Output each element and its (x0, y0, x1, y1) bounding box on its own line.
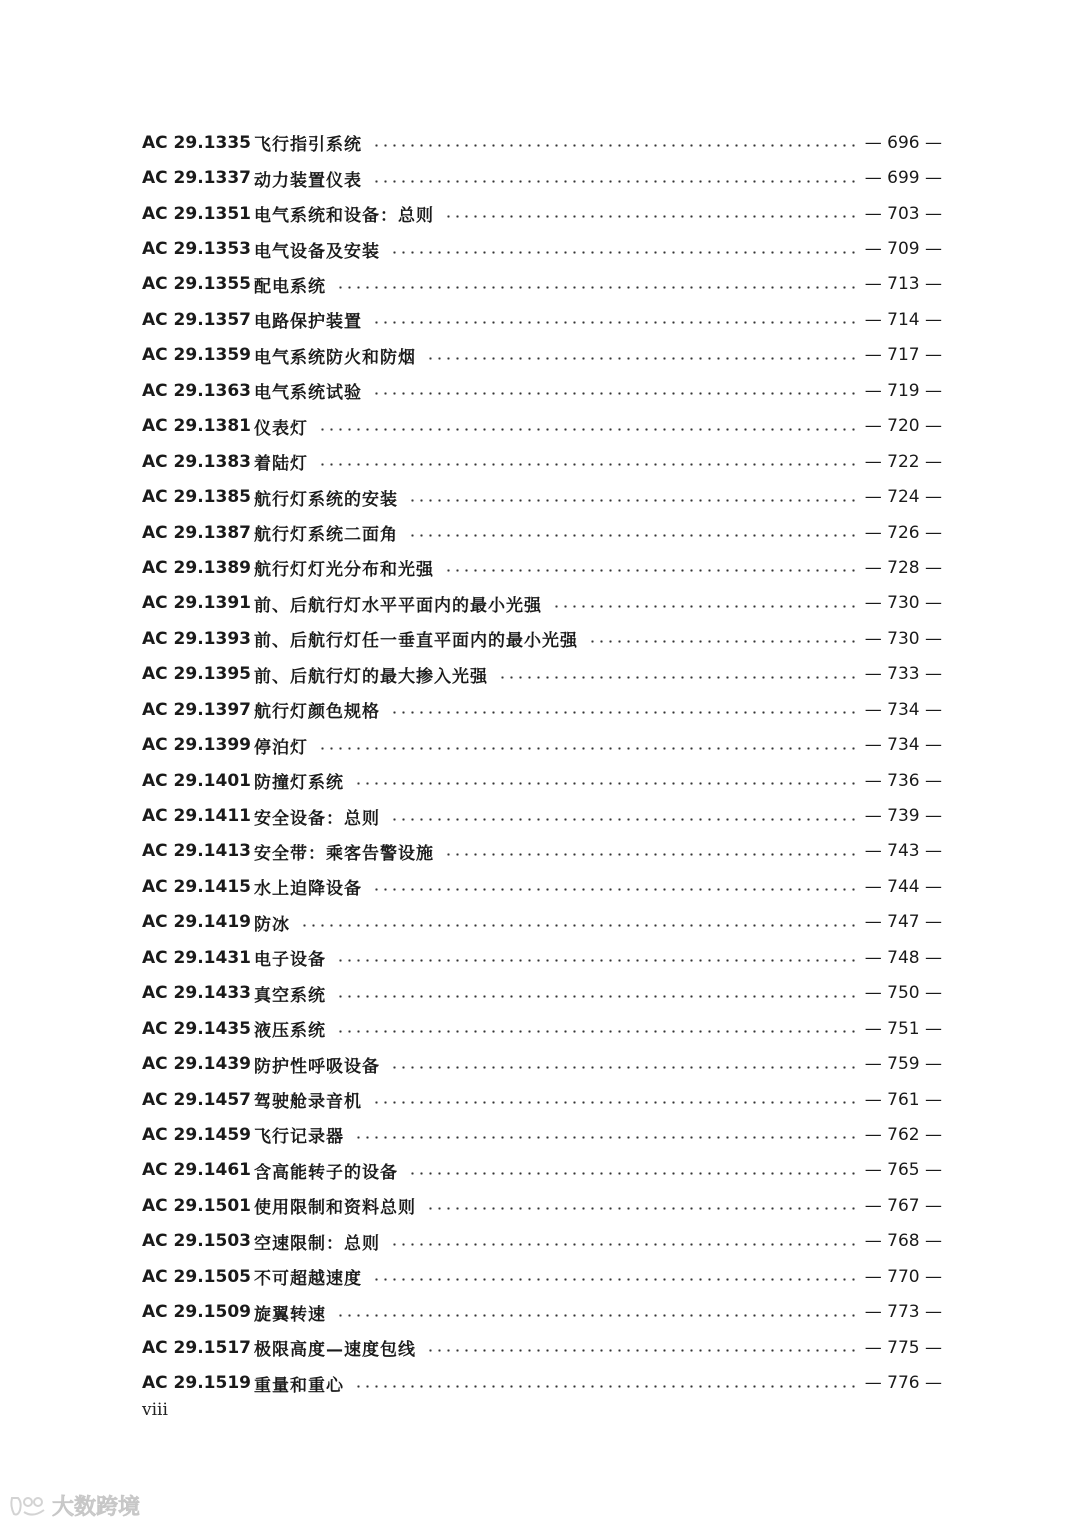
toc-entry[interactable] (142, 1294, 942, 1329)
toc-entry[interactable] (142, 834, 942, 869)
toc-entry[interactable] (142, 231, 942, 266)
toc-entry[interactable] (142, 727, 942, 762)
toc-dot-leader (444, 569, 858, 572)
toc-entry-code: AC 29.1397 (142, 699, 251, 720)
toc-dot-leader (372, 888, 858, 891)
toc-entry-code: AC 29.1431 (142, 947, 251, 968)
toc-entry[interactable] (142, 1330, 942, 1365)
toc-entry-code: AC 29.1503 (142, 1231, 251, 1252)
toc-entry-title: 不可超越速度 (254, 1269, 362, 1290)
toc-entry-page: — 730 — (864, 593, 942, 614)
toc-entry[interactable] (142, 444, 942, 479)
toc-dot-leader (354, 782, 858, 785)
toc-entry-page: — 734 — (864, 699, 942, 720)
toc-entry-page: — 759 — (864, 1054, 942, 1075)
toc-dot-leader (336, 1030, 858, 1033)
toc-entry-title: 电子设备 (254, 950, 326, 971)
toc-dot-leader (390, 251, 858, 254)
toc-entry-page: — 722 — (864, 451, 942, 472)
toc-entry[interactable] (142, 409, 942, 444)
toc-entry-title: 极限高度—速度包线 (254, 1340, 416, 1361)
toc-entry[interactable] (142, 1117, 942, 1152)
toc-entry-page: — 775 — (864, 1337, 942, 1358)
toc-entry-code: AC 29.1355 (142, 274, 251, 295)
toc-dot-leader (372, 1101, 858, 1104)
toc-dot-leader (390, 711, 858, 714)
toc-entry-code: AC 29.1391 (142, 593, 251, 614)
toc-entry-title: 飞行记录器 (254, 1127, 344, 1148)
toc-entry[interactable] (142, 1365, 942, 1400)
toc-entry-title: 液压系统 (254, 1021, 326, 1042)
toc-dot-leader (336, 286, 858, 289)
watermark (8, 1490, 140, 1521)
toc-entry-page: — 733 — (864, 664, 942, 685)
toc-entry[interactable] (142, 621, 942, 656)
toc-dot-leader (552, 605, 858, 608)
toc-dot-leader (318, 428, 858, 431)
toc-entry-code: AC 29.1413 (142, 841, 251, 862)
toc-dot-leader (354, 1385, 858, 1388)
toc-entry-title: 电气系统试验 (254, 383, 362, 404)
toc-entry-page: — 726 — (864, 522, 942, 543)
toc-entry-title: 电气设备及安装 (254, 241, 380, 262)
toc-entry-code: AC 29.1519 (142, 1373, 251, 1394)
toc-entry-page: — 734 — (864, 735, 942, 756)
toc-entry-page: — 768 — (864, 1231, 942, 1252)
toc-entry[interactable] (142, 763, 942, 798)
toc-dot-leader (426, 357, 858, 360)
toc-entry-code: AC 29.1501 (142, 1195, 251, 1216)
toc-dot-leader (444, 215, 858, 218)
toc-entry[interactable] (142, 267, 942, 302)
toc-dot-leader (318, 747, 858, 750)
toc-dot-leader (498, 676, 858, 679)
toc-dot-leader (318, 463, 858, 466)
toc-dot-leader (426, 1207, 858, 1210)
toc-entry-code: AC 29.1457 (142, 1089, 251, 1110)
toc-entry-title: 重量和重心 (254, 1375, 344, 1396)
toc-entry-code: AC 29.1399 (142, 735, 251, 756)
toc-entry-page: — 765 — (864, 1160, 942, 1181)
toc-entry-title: 飞行指引系统 (254, 135, 362, 156)
toc-entry[interactable] (142, 1224, 942, 1259)
toc-entry-code: AC 29.1383 (142, 451, 251, 472)
toc-entry[interactable] (142, 976, 942, 1011)
toc-entry[interactable] (142, 586, 942, 621)
toc-entry-code: AC 29.1395 (142, 664, 251, 685)
toc-dot-leader (372, 180, 858, 183)
page-number: viii (142, 1400, 168, 1420)
toc-entry[interactable] (142, 692, 942, 727)
toc-entry-page: — 751 — (864, 1018, 942, 1039)
toc-entry-title: 防护性呼吸设备 (254, 1056, 380, 1077)
toc-entry-title: 电气系统和设备：总则 (254, 206, 434, 227)
toc-entry[interactable] (142, 1082, 942, 1117)
toc-entry[interactable] (142, 798, 942, 833)
toc-entry-page: — 728 — (864, 557, 942, 578)
toc-entry-title: 电路保护装置 (254, 312, 362, 333)
toc-entry-title: 含高能转子的设备 (254, 1162, 398, 1183)
toc-entry-title: 动力装置仪表 (254, 170, 362, 191)
toc-entry[interactable] (142, 550, 942, 585)
toc-entry[interactable] (142, 196, 942, 231)
toc-entry[interactable] (142, 479, 942, 514)
toc-entry-code: AC 29.1435 (142, 1018, 251, 1039)
toc-entry-page: — 739 — (864, 806, 942, 827)
toc-entry-title: 前、后航行灯任一垂直平面内的最小光强 (254, 631, 578, 652)
toc-entry-page: — 750 — (864, 983, 942, 1004)
toc-entry-code: AC 29.1433 (142, 983, 251, 1004)
toc-entry-code: AC 29.1381 (142, 416, 251, 437)
toc-entry-code: AC 29.1411 (142, 806, 251, 827)
toc-entry-title: 水上迫降设备 (254, 879, 362, 900)
toc-entry-code: AC 29.1461 (142, 1160, 251, 1181)
toc-entry-title: 安全设备：总则 (254, 808, 380, 829)
toc-entry-title: 航行灯系统的安装 (254, 489, 398, 510)
toc-entry-title: 着陆灯 (254, 454, 308, 475)
toc-entry-title: 防撞灯系统 (254, 773, 344, 794)
toc-entry-code: AC 29.1385 (142, 487, 251, 508)
toc-entry-page: — 773 — (864, 1302, 942, 1323)
toc-dot-leader (408, 1172, 858, 1175)
toc-entry[interactable] (142, 905, 942, 940)
toc-entry-code: AC 29.1505 (142, 1266, 251, 1287)
toc-entry-title: 驾驶舱录音机 (254, 1092, 362, 1113)
toc-entry-code: AC 29.1401 (142, 770, 251, 791)
toc-dot-leader (390, 1243, 858, 1246)
toc-entry-title: 使用限制和资料总则 (254, 1198, 416, 1219)
toc-entry-page: — 724 — (864, 487, 942, 508)
toc-entry[interactable] (142, 1153, 942, 1188)
toc-entry-title: 防冰 (254, 914, 290, 935)
toc-entry-page: — 730 — (864, 628, 942, 649)
toc-dot-leader (372, 321, 858, 324)
toc-entry-page: — 747 — (864, 912, 942, 933)
toc-entry-title: 电气系统防火和防烟 (254, 347, 416, 368)
toc-entry-title: 航行灯系统二面角 (254, 525, 398, 546)
toc-entry-title: 停泊灯 (254, 737, 308, 758)
toc-entry-title: 仪表灯 (254, 418, 308, 439)
toc-entry[interactable] (142, 1259, 942, 1294)
toc-entry-code: AC 29.1419 (142, 912, 251, 933)
toc-entry-code: AC 29.1439 (142, 1054, 251, 1075)
toc-entry[interactable] (142, 657, 942, 692)
toc-dot-leader (336, 959, 858, 962)
toc-entry-page: — 719 — (864, 380, 942, 401)
toc-entry[interactable] (142, 515, 942, 550)
toc-dot-leader (372, 1278, 858, 1281)
toc-entry-title: 配电系统 (254, 276, 326, 297)
toc-dot-leader (354, 1136, 858, 1139)
toc-entry[interactable] (142, 373, 942, 408)
toc-entry-code: AC 29.1335 (142, 132, 251, 153)
toc-entry[interactable] (142, 869, 942, 904)
toc-entry-page: — 776 — (864, 1373, 942, 1394)
toc-dot-leader (390, 818, 858, 821)
toc-entry-list (142, 125, 942, 1401)
watermark-text: 大数跨境 (52, 1495, 141, 1520)
toc-entry[interactable] (142, 1188, 942, 1223)
toc-entry-title: 空速限制：总则 (254, 1233, 380, 1254)
toc-entry-page: — 767 — (864, 1195, 942, 1216)
toc-dot-leader (390, 1066, 858, 1069)
toc-entry[interactable] (142, 160, 942, 195)
toc-entry-page: — 770 — (864, 1266, 942, 1287)
toc-entry-title: 航行灯颜色规格 (254, 702, 380, 723)
toc-entry-title: 前、后航行灯的最大掺入光强 (254, 666, 488, 687)
toc-entry-code: AC 29.1353 (142, 239, 251, 260)
toc-entry-page: — 703 — (864, 203, 942, 224)
toc-entry-title: 前、后航行灯水平平面内的最小光强 (254, 595, 542, 616)
toc-entry-title: 真空系统 (254, 985, 326, 1006)
toc-entry-code: AC 29.1509 (142, 1302, 251, 1323)
toc-entry-title: 旋翼转速 (254, 1304, 326, 1325)
toc-entry-page: — 720 — (864, 416, 942, 437)
toc-entry-code: AC 29.1387 (142, 522, 251, 543)
toc-entry-page: — 713 — (864, 274, 942, 295)
toc-dot-leader (444, 853, 858, 856)
toc-entry[interactable] (142, 940, 942, 975)
toc-entry-code: AC 29.1359 (142, 345, 251, 366)
toc-entry-page: — 744 — (864, 876, 942, 897)
toc-dot-leader (300, 924, 858, 927)
toc-dot-leader (426, 1349, 858, 1352)
toc-entry-code: AC 29.1337 (142, 168, 251, 189)
toc-entry-code: AC 29.1459 (142, 1124, 251, 1145)
toc-dot-leader (408, 499, 858, 502)
toc-entry[interactable] (142, 302, 942, 337)
toc-entry-page: — 761 — (864, 1089, 942, 1110)
watermark-logo-icon (8, 1494, 48, 1518)
toc-entry-page: — 709 — (864, 239, 942, 260)
toc-dot-leader (372, 144, 858, 147)
toc-entry-page: — 762 — (864, 1124, 942, 1145)
toc-entry[interactable] (142, 1011, 942, 1046)
toc-entry-title: 航行灯灯光分布和光强 (254, 560, 434, 581)
toc-entry-code: AC 29.1517 (142, 1337, 251, 1358)
toc-entry-page: — 736 — (864, 770, 942, 791)
toc-entry-code: AC 29.1389 (142, 557, 251, 578)
toc-entry-page: — 717 — (864, 345, 942, 366)
toc-entry-page: — 699 — (864, 168, 942, 189)
toc-entry-code: AC 29.1363 (142, 380, 251, 401)
toc-dot-leader (336, 1314, 858, 1317)
toc-entry-title: 安全带：乘客告警设施 (254, 843, 434, 864)
toc-entry-page: — 743 — (864, 841, 942, 862)
toc-entry[interactable] (142, 338, 942, 373)
table-of-contents (142, 125, 942, 1401)
toc-entry-code: AC 29.1415 (142, 876, 251, 897)
toc-entry-page: — 714 — (864, 309, 942, 330)
toc-entry-code: AC 29.1393 (142, 628, 251, 649)
toc-entry-page: — 748 — (864, 947, 942, 968)
toc-entry[interactable] (142, 1046, 942, 1081)
toc-entry-code: AC 29.1357 (142, 309, 251, 330)
toc-entry-code: AC 29.1351 (142, 203, 251, 224)
toc-dot-leader (372, 392, 858, 395)
toc-dot-leader (408, 534, 858, 537)
toc-dot-leader (588, 640, 858, 643)
toc-dot-leader (336, 995, 858, 998)
toc-entry-page: — 696 — (864, 132, 942, 153)
toc-entry[interactable] (142, 125, 942, 160)
